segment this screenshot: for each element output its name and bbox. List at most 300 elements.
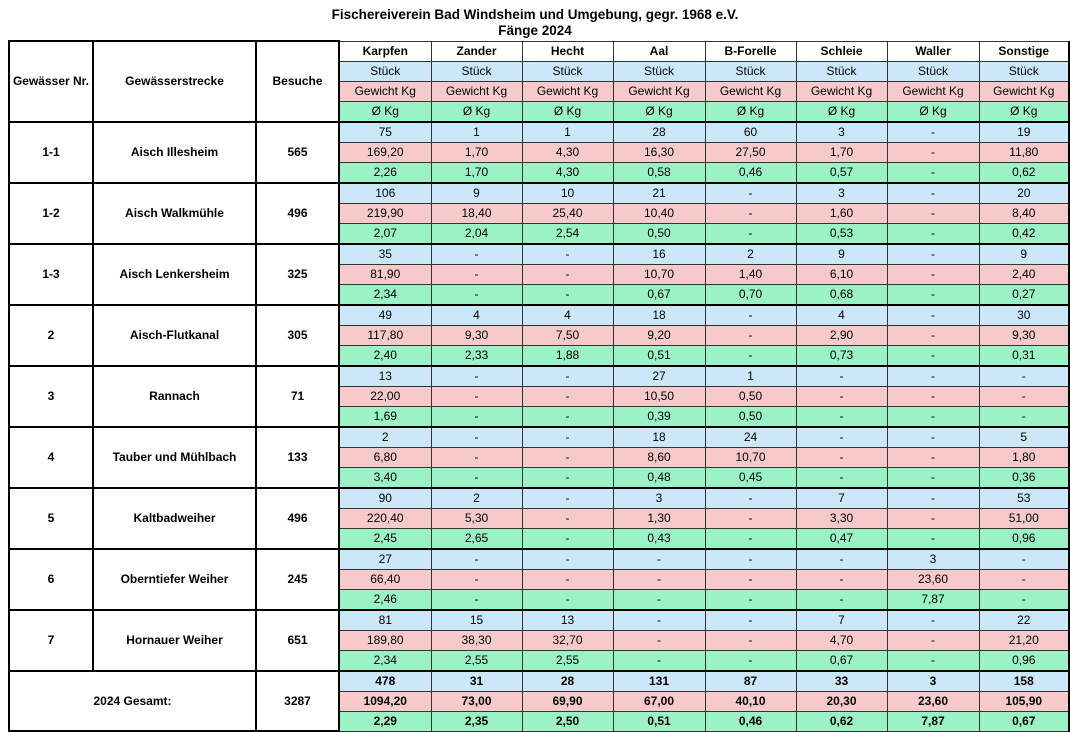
cell-gewicht: - [613, 630, 705, 650]
cell-avg: 0,96 [979, 650, 1069, 671]
cell-avg: 0,47 [796, 528, 887, 549]
cell-avg: 2,29 [339, 711, 431, 731]
cell-stueck: 28 [613, 122, 705, 143]
cell-avg: - [979, 406, 1069, 427]
cell-gewicht: 2,90 [796, 325, 887, 345]
cell-stueck: 4 [522, 305, 613, 326]
cell-avg: 0,27 [979, 284, 1069, 305]
cell-stueck: 106 [339, 183, 431, 204]
table-row [9, 122, 1069, 143]
cell-stueck: 5 [979, 427, 1069, 448]
gewaesserstrecke: Tauber und Mühlbach [93, 427, 256, 488]
cell-gewicht: 25,40 [522, 203, 613, 223]
cell-avg: - [431, 589, 522, 610]
unit-gewicht-header: Gewicht Kg [431, 81, 522, 101]
total-besuche: 3287 [256, 671, 339, 732]
cell-avg: - [887, 223, 979, 244]
cell-gewicht: - [613, 569, 705, 589]
cell-stueck: 18 [613, 427, 705, 448]
cell-gewicht: - [887, 142, 979, 162]
cell-avg: 2,50 [522, 711, 613, 731]
gewaesserstrecke: Rannach [93, 366, 256, 427]
cell-avg: 2,54 [522, 223, 613, 244]
cell-avg: 1,70 [431, 162, 522, 183]
header-fish-7: Sonstige [979, 41, 1069, 61]
cell-stueck: 3 [796, 183, 887, 204]
besuche: 651 [256, 610, 339, 671]
gewaesserstrecke: Aisch-Flutkanal [93, 305, 256, 366]
cell-avg: - [705, 589, 796, 610]
cell-avg: 2,46 [339, 589, 431, 610]
cell-stueck: - [887, 488, 979, 509]
cell-avg: - [522, 406, 613, 427]
cell-gewicht: - [887, 264, 979, 284]
cell-avg: 0,73 [796, 345, 887, 366]
cell-avg: - [887, 162, 979, 183]
cell-gewicht: 51,00 [979, 508, 1069, 528]
catch-table [8, 40, 1070, 732]
besuche: 133 [256, 427, 339, 488]
cell-gewicht: 0,50 [705, 386, 796, 406]
cell-gewicht: 8,60 [613, 447, 705, 467]
cell-gewicht: - [431, 569, 522, 589]
cell-avg: - [431, 467, 522, 488]
cell-gewicht: 23,60 [887, 691, 979, 711]
cell-gewicht: 9,30 [979, 325, 1069, 345]
cell-stueck: 60 [705, 122, 796, 143]
cell-gewicht: 1,60 [796, 203, 887, 223]
cell-avg: 0,58 [613, 162, 705, 183]
cell-stueck: 31 [431, 671, 522, 692]
besuche: 325 [256, 244, 339, 305]
cell-stueck: - [431, 244, 522, 265]
cell-avg: 0,68 [796, 284, 887, 305]
cell-stueck: - [522, 427, 613, 448]
cell-avg: 0,96 [979, 528, 1069, 549]
cell-avg: 1,69 [339, 406, 431, 427]
cell-avg: - [887, 650, 979, 671]
cell-gewicht: - [522, 508, 613, 528]
cell-gewicht: 4,70 [796, 630, 887, 650]
cell-avg: 0,51 [613, 711, 705, 731]
header-row [9, 41, 1069, 61]
cell-gewicht: - [705, 569, 796, 589]
cell-stueck: - [887, 183, 979, 204]
cell-stueck: - [522, 488, 613, 509]
gewaesser-nr: 6 [9, 549, 93, 610]
header-gewaesserstrecke: Gewässerstrecke [93, 41, 256, 122]
gewaesser-nr: 2 [9, 305, 93, 366]
cell-gewicht: - [705, 325, 796, 345]
cell-stueck: 87 [705, 671, 796, 692]
total-label: 2024 Gesamt: [9, 671, 256, 732]
gewaesser-nr: 5 [9, 488, 93, 549]
cell-gewicht: 27,50 [705, 142, 796, 162]
cell-stueck: - [796, 366, 887, 387]
cell-stueck: - [613, 549, 705, 570]
cell-gewicht: 3,30 [796, 508, 887, 528]
cell-avg: 0,50 [613, 223, 705, 244]
cell-stueck: 33 [796, 671, 887, 692]
table-row [9, 366, 1069, 387]
cell-gewicht: - [796, 569, 887, 589]
cell-avg: - [705, 223, 796, 244]
unit-avg-header: Ø Kg [796, 101, 887, 122]
unit-gewicht-header: Gewicht Kg [705, 81, 796, 101]
cell-gewicht: 10,50 [613, 386, 705, 406]
cell-stueck: - [887, 305, 979, 326]
cell-avg: 2,55 [522, 650, 613, 671]
cell-gewicht: - [979, 569, 1069, 589]
gewaesser-nr: 1-2 [9, 183, 93, 244]
gewaesserstrecke: Aisch Lenkersheim [93, 244, 256, 305]
cell-stueck: 22 [979, 610, 1069, 631]
cell-stueck: 9 [431, 183, 522, 204]
cell-avg: 0,67 [796, 650, 887, 671]
cell-gewicht: 9,30 [431, 325, 522, 345]
cell-avg: 0,53 [796, 223, 887, 244]
cell-gewicht: 2,40 [979, 264, 1069, 284]
cell-stueck: 4 [796, 305, 887, 326]
gewaesserstrecke: Aisch Illesheim [93, 122, 256, 183]
cell-stueck: - [887, 366, 979, 387]
cell-avg: 3,40 [339, 467, 431, 488]
cell-gewicht: - [522, 386, 613, 406]
unit-avg-header: Ø Kg [705, 101, 796, 122]
cell-stueck: - [887, 122, 979, 143]
unit-stueck-header: Stück [796, 61, 887, 81]
cell-stueck: 15 [431, 610, 522, 631]
cell-stueck: 3 [613, 488, 705, 509]
cell-stueck: 9 [796, 244, 887, 265]
cell-gewicht: 67,00 [613, 691, 705, 711]
unit-avg-header: Ø Kg [522, 101, 613, 122]
cell-avg: - [796, 467, 887, 488]
cell-avg: 2,26 [339, 162, 431, 183]
cell-avg: - [796, 589, 887, 610]
header-besuche: Besuche [256, 41, 339, 122]
header-fish-6: Waller [887, 41, 979, 61]
cell-avg: - [705, 345, 796, 366]
besuche: 305 [256, 305, 339, 366]
unit-stueck-header: Stück [705, 61, 796, 81]
cell-gewicht: - [431, 447, 522, 467]
header-fish-2: Hecht [522, 41, 613, 61]
header-fish-5: Schleie [796, 41, 887, 61]
cell-avg: - [887, 345, 979, 366]
cell-avg: 0,45 [705, 467, 796, 488]
cell-gewicht: - [887, 203, 979, 223]
cell-stueck: 3 [796, 122, 887, 143]
cell-gewicht: 11,80 [979, 142, 1069, 162]
cell-avg: - [887, 284, 979, 305]
cell-stueck: 30 [979, 305, 1069, 326]
cell-stueck: 9 [979, 244, 1069, 265]
unit-stueck-header: Stück [613, 61, 705, 81]
cell-stueck: - [431, 366, 522, 387]
cell-gewicht: 73,00 [431, 691, 522, 711]
cell-gewicht: 22,00 [339, 386, 431, 406]
header-fish-3: Aal [613, 41, 705, 61]
cell-avg: 2,33 [431, 345, 522, 366]
cell-gewicht: 10,70 [705, 447, 796, 467]
cell-gewicht: - [522, 264, 613, 284]
cell-stueck: 19 [979, 122, 1069, 143]
cell-gewicht: 10,40 [613, 203, 705, 223]
header-fish-1: Zander [431, 41, 522, 61]
cell-gewicht: - [796, 447, 887, 467]
cell-gewicht: 8,40 [979, 203, 1069, 223]
cell-stueck: 21 [613, 183, 705, 204]
cell-gewicht: - [979, 386, 1069, 406]
table-row [9, 183, 1069, 204]
cell-stueck: 1 [522, 122, 613, 143]
cell-stueck: 90 [339, 488, 431, 509]
cell-avg: - [522, 284, 613, 305]
cell-gewicht: 1,40 [705, 264, 796, 284]
cell-stueck: - [705, 488, 796, 509]
cell-gewicht: 23,60 [887, 569, 979, 589]
cell-gewicht: - [522, 569, 613, 589]
cell-stueck: 18 [613, 305, 705, 326]
cell-gewicht: - [887, 386, 979, 406]
cell-stueck: - [887, 244, 979, 265]
cell-stueck: 3 [887, 671, 979, 692]
cell-stueck: - [705, 305, 796, 326]
unit-gewicht-header: Gewicht Kg [887, 81, 979, 101]
cell-stueck: 131 [613, 671, 705, 692]
unit-avg-header: Ø Kg [613, 101, 705, 122]
gewaesserstrecke: Aisch Walkmühle [93, 183, 256, 244]
cell-gewicht: 1,80 [979, 447, 1069, 467]
cell-gewicht: - [887, 447, 979, 467]
cell-avg: 0,36 [979, 467, 1069, 488]
cell-gewicht: 117,80 [339, 325, 431, 345]
cell-avg: 2,34 [339, 284, 431, 305]
cell-stueck: 3 [887, 549, 979, 570]
gewaesserstrecke: Hornauer Weiher [93, 610, 256, 671]
unit-avg-header: Ø Kg [979, 101, 1069, 122]
cell-gewicht: 7,50 [522, 325, 613, 345]
unit-gewicht-header: Gewicht Kg [979, 81, 1069, 101]
unit-gewicht-header: Gewicht Kg [796, 81, 887, 101]
cell-avg: 0,67 [979, 711, 1069, 731]
cell-stueck: 35 [339, 244, 431, 265]
cell-stueck: 1 [705, 366, 796, 387]
cell-avg: 0,50 [705, 406, 796, 427]
cell-avg: 2,65 [431, 528, 522, 549]
cell-stueck: - [979, 549, 1069, 570]
cell-avg: 2,35 [431, 711, 522, 731]
gewaesser-nr: 3 [9, 366, 93, 427]
cell-avg: 0,43 [613, 528, 705, 549]
cell-avg: 0,46 [705, 162, 796, 183]
total-row [9, 671, 1069, 692]
cell-stueck: 81 [339, 610, 431, 631]
cell-avg: 0,51 [613, 345, 705, 366]
cell-avg: - [613, 650, 705, 671]
cell-avg: 0,70 [705, 284, 796, 305]
cell-stueck: - [522, 244, 613, 265]
cell-avg: 7,87 [887, 711, 979, 731]
cell-avg: 0,57 [796, 162, 887, 183]
cell-gewicht: - [705, 508, 796, 528]
cell-gewicht: 220,40 [339, 508, 431, 528]
table-row [9, 305, 1069, 326]
besuche: 245 [256, 549, 339, 610]
cell-gewicht: 1,70 [796, 142, 887, 162]
cell-stueck: - [522, 549, 613, 570]
cell-stueck: 20 [979, 183, 1069, 204]
unit-stueck-header: Stück [339, 61, 431, 81]
table-row [9, 610, 1069, 631]
cell-gewicht: - [887, 630, 979, 650]
gewaesserstrecke: Oberntiefer Weiher [93, 549, 256, 610]
cell-gewicht: 5,30 [431, 508, 522, 528]
cell-avg: 2,55 [431, 650, 522, 671]
besuche: 496 [256, 183, 339, 244]
cell-gewicht: - [431, 264, 522, 284]
cell-gewicht: 9,20 [613, 325, 705, 345]
cell-gewicht: - [705, 203, 796, 223]
unit-gewicht-header: Gewicht Kg [339, 81, 431, 101]
gewaesser-nr: 1-1 [9, 122, 93, 183]
cell-gewicht: 105,90 [979, 691, 1069, 711]
unit-avg-header: Ø Kg [339, 101, 431, 122]
cell-stueck: - [887, 427, 979, 448]
cell-stueck: 2 [339, 427, 431, 448]
unit-avg-header: Ø Kg [887, 101, 979, 122]
cell-avg: 2,40 [339, 345, 431, 366]
cell-gewicht: 21,20 [979, 630, 1069, 650]
unit-stueck-header: Stück [979, 61, 1069, 81]
cell-stueck: 24 [705, 427, 796, 448]
cell-gewicht: - [522, 447, 613, 467]
cell-gewicht: 20,30 [796, 691, 887, 711]
cell-stueck: 53 [979, 488, 1069, 509]
cell-avg: 0,39 [613, 406, 705, 427]
cell-stueck: - [705, 549, 796, 570]
cell-stueck: 27 [339, 549, 431, 570]
cell-gewicht: - [887, 508, 979, 528]
cell-avg: - [979, 589, 1069, 610]
cell-stueck: 1 [431, 122, 522, 143]
unit-avg-header: Ø Kg [431, 101, 522, 122]
cell-stueck: - [705, 183, 796, 204]
cell-avg: 0,62 [796, 711, 887, 731]
cell-stueck: 27 [613, 366, 705, 387]
cell-stueck: 7 [796, 610, 887, 631]
cell-stueck: 158 [979, 671, 1069, 692]
besuche: 496 [256, 488, 339, 549]
cell-avg: 0,31 [979, 345, 1069, 366]
header-gewaesser-nr: Gewässer Nr. [9, 41, 93, 122]
header-fish-4: B-Forelle [705, 41, 796, 61]
cell-avg: 1,88 [522, 345, 613, 366]
cell-gewicht: 4,30 [522, 142, 613, 162]
cell-avg: - [431, 284, 522, 305]
unit-stueck-header: Stück [887, 61, 979, 81]
cell-avg: 0,62 [979, 162, 1069, 183]
cell-stueck: - [522, 366, 613, 387]
cell-avg: 0,67 [613, 284, 705, 305]
cell-stueck: 10 [522, 183, 613, 204]
cell-gewicht: 1,30 [613, 508, 705, 528]
cell-avg: 0,46 [705, 711, 796, 731]
cell-gewicht: 40,10 [705, 691, 796, 711]
cell-avg: - [887, 467, 979, 488]
cell-avg: - [705, 528, 796, 549]
cell-gewicht: 69,90 [522, 691, 613, 711]
report-subtitle: Fänge 2024 [498, 23, 572, 38]
cell-stueck: 7 [796, 488, 887, 509]
cell-stueck: 4 [431, 305, 522, 326]
besuche: 71 [256, 366, 339, 427]
cell-stueck: 49 [339, 305, 431, 326]
cell-gewicht: 169,20 [339, 142, 431, 162]
unit-stueck-header: Stück [522, 61, 613, 81]
cell-avg: 0,48 [613, 467, 705, 488]
cell-avg: - [887, 406, 979, 427]
table-row [9, 244, 1069, 265]
cell-gewicht: 219,90 [339, 203, 431, 223]
cell-avg: - [887, 528, 979, 549]
cell-gewicht: 1094,20 [339, 691, 431, 711]
cell-gewicht: 6,10 [796, 264, 887, 284]
gewaesser-nr: 7 [9, 610, 93, 671]
header-fish-0: Karpfen [339, 41, 431, 61]
cell-stueck: 13 [339, 366, 431, 387]
cell-stueck: - [613, 610, 705, 631]
cell-avg: 0,42 [979, 223, 1069, 244]
cell-gewicht: 81,90 [339, 264, 431, 284]
cell-gewicht: 32,70 [522, 630, 613, 650]
cell-gewicht: 189,80 [339, 630, 431, 650]
cell-avg: 2,04 [431, 223, 522, 244]
cell-gewicht: 6,80 [339, 447, 431, 467]
cell-avg: 2,45 [339, 528, 431, 549]
cell-stueck: - [979, 366, 1069, 387]
cell-avg: - [522, 467, 613, 488]
cell-avg: - [522, 589, 613, 610]
cell-gewicht: 18,40 [431, 203, 522, 223]
cell-avg: - [705, 650, 796, 671]
unit-gewicht-header: Gewicht Kg [613, 81, 705, 101]
unit-gewicht-header: Gewicht Kg [522, 81, 613, 101]
cell-stueck: 2 [705, 244, 796, 265]
unit-stueck-header: Stück [431, 61, 522, 81]
cell-avg: 7,87 [887, 589, 979, 610]
cell-stueck: - [705, 610, 796, 631]
table-row [9, 549, 1069, 570]
cell-stueck: 16 [613, 244, 705, 265]
cell-gewicht: 10,70 [613, 264, 705, 284]
table-row [9, 427, 1069, 448]
besuche: 565 [256, 122, 339, 183]
cell-avg: - [796, 406, 887, 427]
cell-gewicht: - [705, 630, 796, 650]
cell-avg: - [522, 528, 613, 549]
report-title: Fischereiverein Bad Windsheim und Umgebung, gegr. 1968 e.V. [331, 7, 739, 22]
cell-gewicht: - [796, 386, 887, 406]
cell-avg: 2,34 [339, 650, 431, 671]
cell-gewicht: 38,30 [431, 630, 522, 650]
cell-gewicht: - [887, 325, 979, 345]
table-row [9, 488, 1069, 509]
gewaesser-nr: 1-3 [9, 244, 93, 305]
cell-stueck: - [431, 549, 522, 570]
cell-gewicht: 16,30 [613, 142, 705, 162]
